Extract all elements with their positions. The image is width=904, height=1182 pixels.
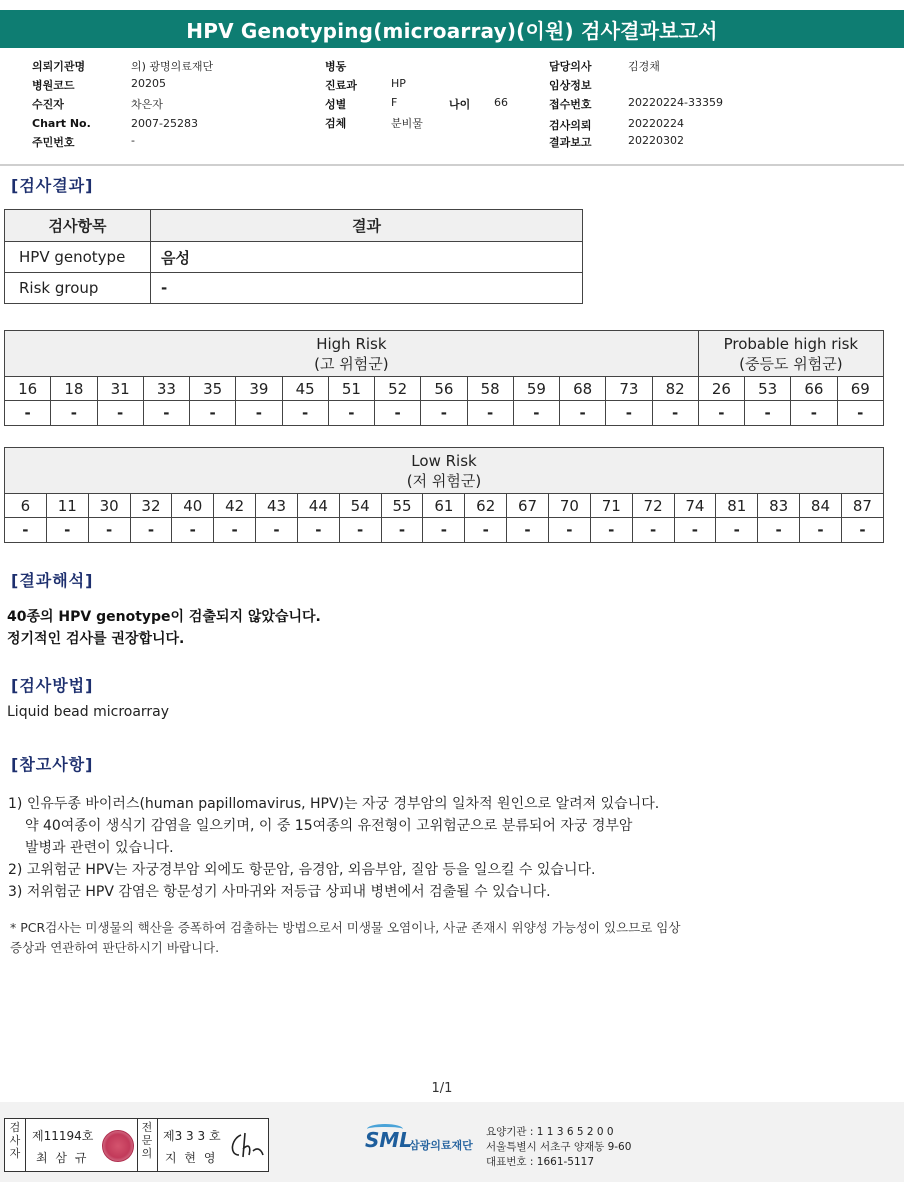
specialist-license-no: 제3 3 3 호 <box>163 1129 221 1143</box>
page-number: 1/1 <box>431 1081 453 1096</box>
org-code: 요양기관 : 1 1 3 6 5 2 0 0 <box>486 1126 614 1138</box>
hpv-result-71: - <box>590 518 632 543</box>
label-department: 진료과 <box>325 79 357 92</box>
hpv-type-31: 31 <box>97 377 143 401</box>
value-department: HP <box>391 77 406 90</box>
high-risk-type-row <box>5 377 884 401</box>
hpv-type-39: 39 <box>236 377 282 401</box>
interp-genotype: HPV genotype <box>58 609 171 625</box>
hpv-result-51: - <box>328 401 374 426</box>
low-risk-type-row <box>5 494 884 518</box>
hpv-type-70: 70 <box>548 494 590 518</box>
seal-icon <box>102 1130 134 1162</box>
hpv-type-18: 18 <box>51 377 97 401</box>
value-report-date: 20220302 <box>628 134 684 147</box>
result-value-genotype: 음성 <box>151 242 583 273</box>
note-1-continued: 약 40여종이 생식기 감염을 일으키며, 이 중 15여종의 유전형이 고위험군으로 분류되어 자궁 경부암 <box>25 818 633 834</box>
label-patient: 수진자 <box>32 98 64 111</box>
value-resident-no: - <box>131 134 135 147</box>
hpv-result-81: - <box>716 518 758 543</box>
hpv-result-35: - <box>190 401 236 426</box>
hpv-type-66: 66 <box>791 377 837 401</box>
table-row <box>5 242 583 273</box>
hpv-result-18: - <box>51 401 97 426</box>
hpv-result-26: - <box>698 401 744 426</box>
table-row <box>5 273 583 304</box>
hpv-result-52: - <box>375 401 421 426</box>
examiner-name: 최 삼 규 <box>36 1151 89 1165</box>
hpv-result-33: - <box>143 401 189 426</box>
hpv-type-81: 81 <box>716 494 758 518</box>
label-clinical-info: 임상정보 <box>549 79 592 92</box>
hpv-type-52: 52 <box>375 377 421 401</box>
label-request-date: 검사의뢰 <box>549 119 592 132</box>
org-address: 서울특별시 서초구 양재동 9-60 <box>486 1141 632 1153</box>
footnote-line-1: * PCR검사는 미생물의 핵산을 증폭하여 검출하는 방법으로서 미생물 오염이나, 사균 존재시 위양성 가능성이 있으므로 임상 <box>10 920 681 935</box>
label-resident-no: 주민번호 <box>32 136 75 149</box>
value-requesting-org: 의) 광명의료재단 <box>131 60 214 73</box>
high-risk-sublabel: (고 위험군) <box>314 354 389 373</box>
value-chart-no: 2007-25283 <box>131 117 198 130</box>
value-specimen: 분비물 <box>391 117 423 130</box>
interp-prefix: 40종의 <box>7 609 59 625</box>
hpv-type-11: 11 <box>46 494 88 518</box>
signature-box <box>4 1118 269 1172</box>
value-hospital-code: 20205 <box>131 77 166 90</box>
hpv-type-44: 44 <box>297 494 339 518</box>
hpv-type-55: 55 <box>381 494 423 518</box>
hpv-type-53: 53 <box>745 377 791 401</box>
organization-info <box>486 1125 631 1170</box>
result-header-item: 검사항목 <box>5 210 151 242</box>
signature-icon <box>227 1129 265 1163</box>
hpv-result-54: - <box>339 518 381 543</box>
value-physician: 김경채 <box>628 60 660 73</box>
hpv-result-69: - <box>837 401 884 426</box>
low-risk-table <box>4 447 884 543</box>
hpv-result-73: - <box>606 401 652 426</box>
hpv-result-67: - <box>507 518 549 543</box>
specialist-name: 지 현 영 <box>165 1151 218 1165</box>
hpv-result-44: - <box>297 518 339 543</box>
hpv-result-6: - <box>5 518 47 543</box>
hpv-type-45: 45 <box>282 377 328 401</box>
label-hospital-code: 병원코드 <box>32 79 75 92</box>
hpv-type-68: 68 <box>560 377 606 401</box>
note-1-continued-2: 발병과 관련이 있습니다. <box>25 840 174 856</box>
result-item-genotype: HPV genotype <box>5 242 151 273</box>
hpv-result-16: - <box>5 401 51 426</box>
specialist-label: 전문의 <box>141 1121 153 1160</box>
hpv-type-54: 54 <box>339 494 381 518</box>
value-receipt-no: 20220224-33359 <box>628 96 723 109</box>
hpv-result-66: - <box>791 401 837 426</box>
low-risk-header <box>5 448 884 494</box>
result-value-risk-group: - <box>151 273 583 304</box>
method-text: Liquid bead microarray <box>7 704 170 720</box>
hpv-type-51: 51 <box>328 377 374 401</box>
hpv-type-58: 58 <box>467 377 513 401</box>
value-request-date: 20220224 <box>628 117 684 130</box>
hpv-type-84: 84 <box>800 494 842 518</box>
hpv-result-43: - <box>256 518 298 543</box>
hpv-result-74: - <box>674 518 716 543</box>
low-risk-label: Low Risk <box>411 451 477 470</box>
hpv-result-58: - <box>467 401 513 426</box>
high-risk-value-row <box>5 401 884 426</box>
value-sex: F <box>391 96 398 109</box>
section-notes-title: [참고사항] <box>11 755 94 774</box>
hpv-type-74: 74 <box>674 494 716 518</box>
logo-mark: SML <box>365 1128 413 1152</box>
hpv-result-53: - <box>745 401 791 426</box>
hpv-type-32: 32 <box>130 494 172 518</box>
label-specimen: 검체 <box>325 117 347 130</box>
hpv-result-62: - <box>465 518 507 543</box>
patient-info-header <box>0 56 904 166</box>
hpv-result-11: - <box>46 518 88 543</box>
label-chart-no: Chart No. <box>32 117 91 130</box>
hpv-result-82: - <box>652 401 698 426</box>
interp-suffix: 이 검출되지 않았습니다. <box>170 609 321 625</box>
sml-logo <box>365 1122 483 1168</box>
hpv-result-68: - <box>560 401 606 426</box>
examiner-label: 검사자 <box>9 1121 21 1160</box>
label-physician: 담당의사 <box>549 60 592 73</box>
probable-risk-label: Probable high risk <box>723 334 859 353</box>
hpv-result-61: - <box>423 518 465 543</box>
label-requesting-org: 의뢰기관명 <box>32 60 86 73</box>
org-phone: 대표번호 : 1661-5117 <box>486 1156 595 1168</box>
label-ward: 병동 <box>325 60 347 73</box>
hpv-type-16: 16 <box>5 377 51 401</box>
hpv-type-40: 40 <box>172 494 214 518</box>
result-item-risk-group: Risk group <box>5 273 151 304</box>
hpv-result-56: - <box>421 401 467 426</box>
hpv-result-87: - <box>841 518 883 543</box>
hpv-result-31: - <box>97 401 143 426</box>
notes-list <box>8 793 659 903</box>
hpv-type-71: 71 <box>590 494 632 518</box>
note-3: 3) 저위험군 HPV 감염은 항문성기 사마귀와 저등급 상피내 병변에서 검출될 수 있습니다. <box>8 884 551 900</box>
interpretation-text <box>7 606 321 650</box>
label-report-date: 결과보고 <box>549 136 592 149</box>
examiner-license-no: 제11194호 <box>32 1129 94 1143</box>
pcr-footnote <box>10 918 850 958</box>
hpv-type-69: 69 <box>837 377 884 401</box>
interpretation-line-1 <box>7 606 321 628</box>
report-title: HPV Genotyping(microarray)(이원) 검사결과보고서 <box>0 10 904 48</box>
note-2: 2) 고위험군 HPV는 자궁경부암 외에도 항문암, 음경암, 외음부암, 질암 등을 일으킬 수 있습니다. <box>8 862 596 878</box>
hpv-result-42: - <box>214 518 256 543</box>
hpv-type-61: 61 <box>423 494 465 518</box>
hpv-type-26: 26 <box>698 377 744 401</box>
label-sex: 성별 <box>325 98 347 111</box>
probable-risk-header <box>698 331 883 377</box>
hpv-result-39: - <box>236 401 282 426</box>
hpv-result-30: - <box>88 518 130 543</box>
high-risk-header <box>5 331 699 377</box>
hpv-type-56: 56 <box>421 377 467 401</box>
hpv-type-33: 33 <box>143 377 189 401</box>
footnote-line-2: 증상과 연관하여 판단하시기 바랍니다. <box>10 940 220 955</box>
hpv-type-43: 43 <box>256 494 298 518</box>
result-header-result: 결과 <box>151 210 583 242</box>
high-risk-table <box>4 330 884 426</box>
hpv-type-82: 82 <box>652 377 698 401</box>
hpv-result-72: - <box>632 518 674 543</box>
hpv-type-72: 72 <box>632 494 674 518</box>
section-result-title: [검사결과] <box>11 176 94 195</box>
hpv-type-67: 67 <box>507 494 549 518</box>
hpv-type-73: 73 <box>606 377 652 401</box>
hpv-type-62: 62 <box>465 494 507 518</box>
hpv-type-83: 83 <box>758 494 800 518</box>
hpv-result-83: - <box>758 518 800 543</box>
hpv-result-84: - <box>800 518 842 543</box>
high-risk-label: High Risk <box>316 334 387 353</box>
value-age: 66 <box>494 96 508 109</box>
hpv-type-42: 42 <box>214 494 256 518</box>
hpv-type-35: 35 <box>190 377 236 401</box>
value-patient: 차은자 <box>131 98 163 111</box>
hpv-result-59: - <box>513 401 559 426</box>
section-interpretation-title: [결과해석] <box>11 571 94 590</box>
hpv-result-40: - <box>172 518 214 543</box>
label-receipt-no: 접수번호 <box>549 98 592 111</box>
result-table <box>4 209 583 304</box>
low-risk-sublabel: (저 위험군) <box>406 471 482 490</box>
section-method-title: [검사방법] <box>11 676 94 695</box>
note-1: 1) 인유두종 바이러스(human papillomavirus, HPV)는 자궁 경부암의 일차적 원인으로 알려져 있습니다. <box>8 796 660 812</box>
low-risk-value-row <box>5 518 884 543</box>
logo-org-name: 삼광의료재단 <box>409 1139 473 1152</box>
interpretation-line-2: 정기적인 검사를 권장합니다. <box>7 631 185 647</box>
hpv-type-87: 87 <box>841 494 883 518</box>
hpv-result-32: - <box>130 518 172 543</box>
label-age: 나이 <box>449 98 471 111</box>
hpv-result-70: - <box>548 518 590 543</box>
hpv-type-59: 59 <box>513 377 559 401</box>
hpv-result-45: - <box>282 401 328 426</box>
hpv-type-6: 6 <box>5 494 47 518</box>
probable-risk-sublabel: (중등도 위험군) <box>739 354 843 373</box>
hpv-type-30: 30 <box>88 494 130 518</box>
hpv-result-55: - <box>381 518 423 543</box>
